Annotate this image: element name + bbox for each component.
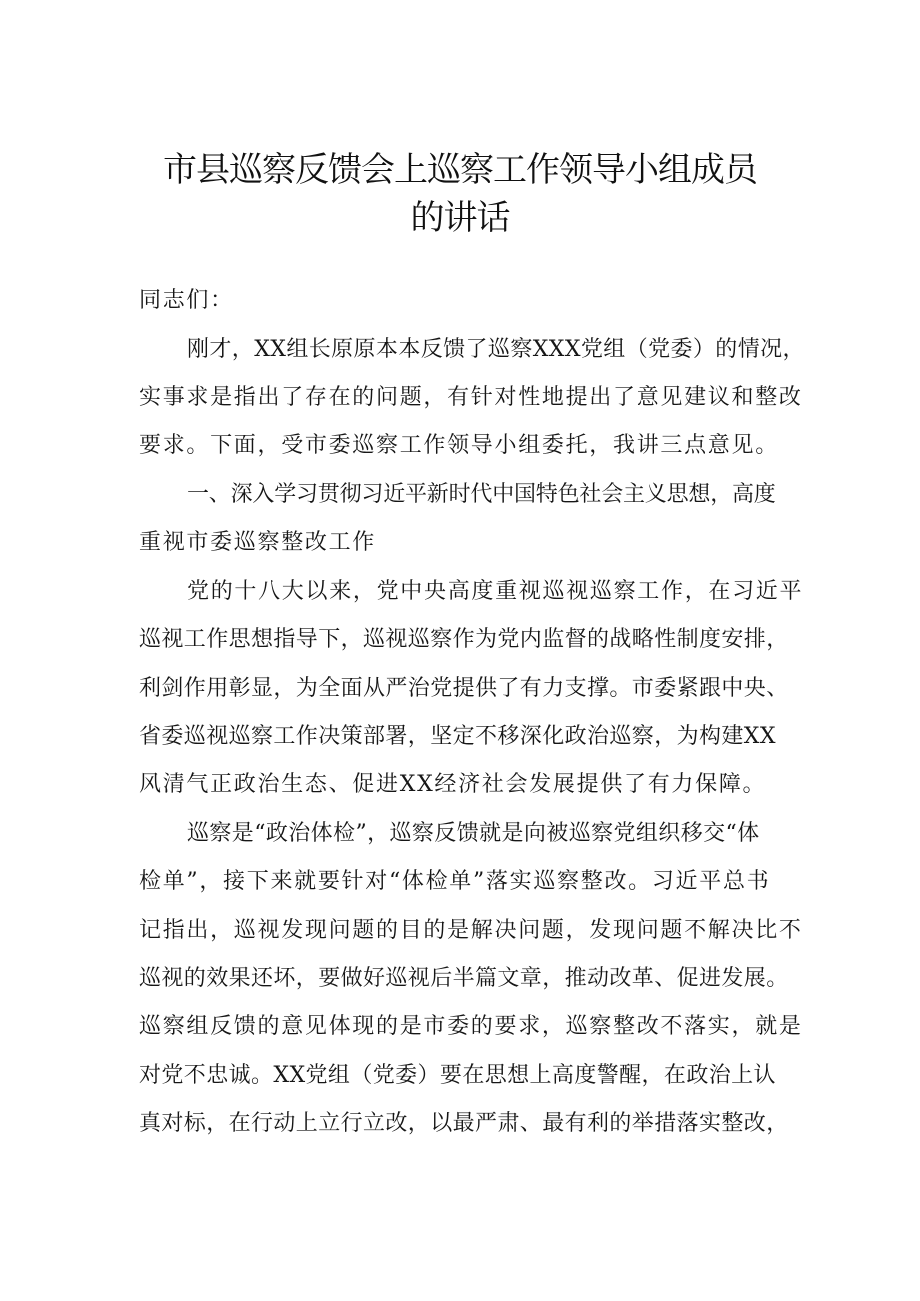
salutation: 同志们：: [139, 288, 234, 313]
paragraph-line: 巡视工作思想指导下，巡视巡察作为党内监督的战略性制度安排，: [139, 627, 789, 652]
paragraph-line: 党的十八大以来，党中央高度重视巡视巡察工作，在习近平: [187, 579, 804, 604]
paragraph-line: 刚才，XX组长原原本本反馈了巡察XXX党组（党委）的情况，: [187, 337, 805, 362]
paragraph-line: 省委巡视巡察工作决策部署，坚定不移深化政治巡察，为构建XX: [139, 724, 776, 749]
paragraph-line: 利剑作用彰显，为全面从严治党提供了有力支撑。市委紧跟中央、: [139, 676, 789, 701]
document-title-line-1: 市县巡察反馈会上巡察工作领导小组成员: [163, 150, 757, 190]
paragraph-line: 检单”，接下来就要针对“体检单”落实巡察整改。习近平总书: [139, 869, 771, 894]
paragraph-line: 对党不忠诚。XX党组（党委）要在思想上高度警醒，在政治上认: [139, 1063, 776, 1088]
paragraph-line: 记指出，巡视发现问题的目的是解决问题，发现问题不解决比不: [139, 918, 803, 943]
paragraph-line: 巡视的效果还坏，要做好巡视后半篇文章，推动改革、促进发展。: [139, 966, 789, 991]
paragraph-line: 真对标，在行动上立行立改，以最严肃、最有利的举措落实整改，: [139, 1111, 789, 1136]
paragraph-line: 巡察是“政治体检”，巡察反馈就是向被巡察党组织移交“体: [187, 821, 760, 846]
section-heading-line: 重视市委巡察整改工作: [139, 530, 377, 555]
section-heading-line: 一、深入学习贯彻习近平新时代中国特色社会主义思想，高度: [187, 482, 776, 507]
paragraph-line: 风清气正政治生态、促进XX经济社会发展提供了有力保障。: [139, 772, 767, 797]
paragraph-line: 巡察组反馈的意见体现的是市委的要求，巡察整改不落实，就是: [139, 1014, 803, 1039]
paragraph-line: 要求。下面，受市委巡察工作领导小组委托，我讲三点意见。: [139, 433, 779, 458]
document-title-line-2: 的讲话: [410, 198, 510, 238]
paragraph-line: 实事求是指出了存在的问题，有针对性地提出了意见建议和整改: [139, 385, 803, 410]
